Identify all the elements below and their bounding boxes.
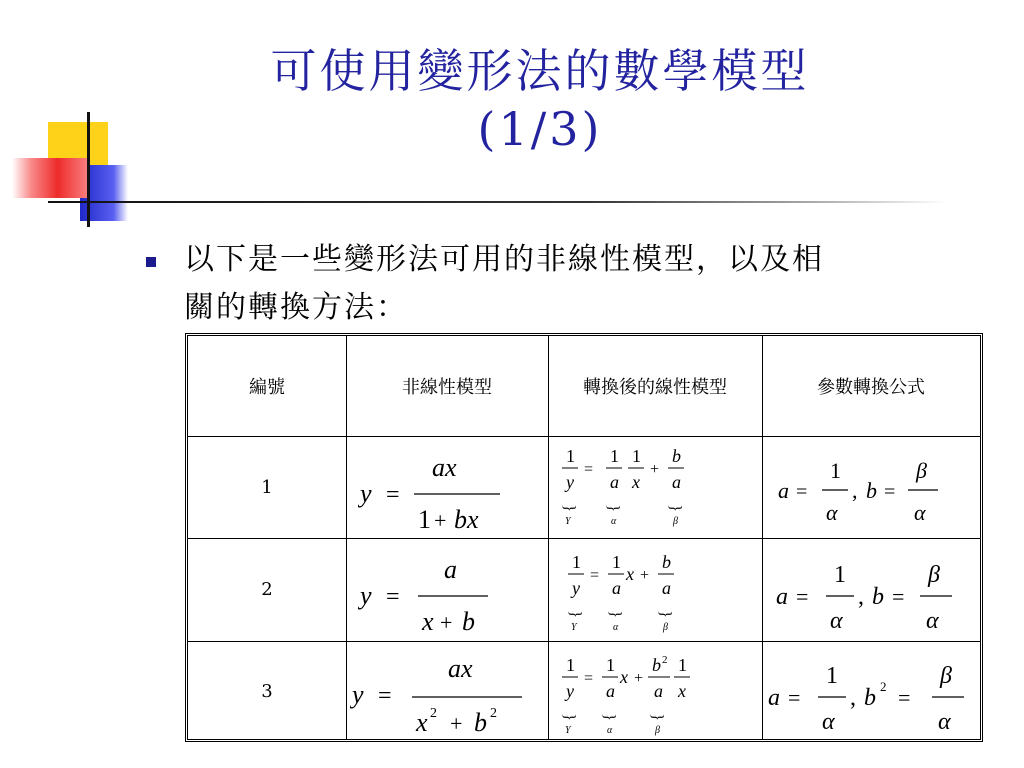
math-eq: = [386, 482, 400, 508]
math-a: a [778, 478, 789, 503]
math-one: 1 [678, 655, 687, 675]
math-b: b [864, 685, 876, 711]
math-eq: = [796, 481, 808, 503]
math-alpha: α [611, 516, 617, 527]
math-a: a [612, 578, 621, 598]
underbrace: { [607, 610, 624, 618]
math-eq: = [788, 685, 801, 710]
math-x: x [620, 667, 628, 687]
math-comma: , [852, 478, 858, 503]
math-one: 1 [834, 562, 846, 588]
math-plus: + [640, 567, 650, 584]
header-cell-params: 參數轉換公式 [817, 377, 925, 398]
row-2-linear-formula [548, 538, 762, 641]
row-3-linear-formula [548, 641, 762, 742]
header-cell-id: 編號 [249, 377, 285, 398]
math-exponent: 2 [880, 679, 887, 694]
header-cell-nonlinear: 非線性模型 [402, 377, 492, 398]
math-plus: + [634, 670, 644, 687]
math-b: b [866, 478, 877, 503]
header-cell-linear: 轉換後的線性模型 [583, 377, 727, 398]
underbrace: { [605, 504, 622, 512]
math-one: 1 [566, 655, 575, 675]
math-beta: β [940, 663, 952, 689]
slide-title [170, 42, 910, 158]
math-plus: + [440, 610, 453, 635]
underbrace: { [667, 504, 684, 512]
math-exponent: 2 [662, 654, 668, 666]
math-a: a [654, 681, 663, 701]
underbrace: { [561, 713, 578, 721]
math-y: y [566, 472, 574, 492]
math-alpha: α [826, 500, 838, 525]
math-one: 1 [610, 446, 619, 466]
math-a: a [662, 578, 671, 598]
row-2-param-formula [762, 538, 980, 641]
math-x: x [626, 564, 634, 584]
math-b: b [672, 446, 681, 466]
math-bx: bx [454, 505, 479, 534]
underbrace: { [561, 504, 578, 512]
row-1-param-formula [762, 436, 980, 538]
math-plus: + [434, 508, 447, 533]
row-1-linear-formula [548, 436, 762, 538]
underbrace: { [657, 610, 674, 618]
math-eq: = [590, 567, 600, 584]
math-beta: β [663, 622, 668, 633]
math-x: x [416, 708, 428, 737]
math-alpha: α [926, 608, 939, 634]
bullet-line-1: 以下是一些變形法可用的非線性模型，以及相 [184, 242, 824, 277]
math-a: a [672, 472, 681, 492]
title-line-2: (1/3) [477, 102, 603, 156]
title-underline [48, 201, 948, 203]
math-b: b [474, 708, 487, 737]
math-alpha: α [830, 608, 843, 634]
math-b: b [662, 552, 671, 572]
math-beta: β [928, 562, 940, 588]
math-x: x [678, 681, 686, 701]
row-2-number: 2 [261, 579, 273, 600]
math-one: 1 [826, 663, 838, 689]
math-alpha: α [914, 500, 926, 525]
math-eq: = [892, 584, 905, 609]
math-y: y [360, 581, 372, 610]
math-exponent: 2 [490, 706, 497, 721]
row-3-param-formula [762, 641, 980, 742]
math-alpha: α [607, 725, 613, 736]
math-numerator: ax [448, 654, 473, 683]
row-1-number: 1 [261, 476, 273, 498]
math-one: 1 [418, 505, 431, 534]
bullet-square-icon [146, 257, 156, 267]
math-y: y [566, 681, 574, 701]
row-2-nonlinear-formula [346, 538, 548, 641]
model-table [185, 333, 983, 742]
math-a: a [776, 584, 788, 610]
math-Y: Y [565, 725, 571, 736]
underbrace: { [601, 713, 618, 721]
math-beta: β [916, 458, 927, 483]
math-eq: = [584, 670, 594, 687]
math-y: y [352, 680, 364, 709]
math-alpha: α [613, 622, 619, 633]
math-eq: = [386, 584, 400, 610]
row-3-number: 3 [261, 681, 273, 702]
math-y: y [572, 578, 580, 598]
underbrace: { [649, 713, 666, 721]
decor-red-bar [12, 158, 88, 198]
math-one: 1 [566, 446, 575, 466]
row-3-nonlinear-formula [346, 641, 548, 742]
math-b: b [462, 607, 475, 636]
math-Y: Y [565, 516, 571, 527]
math-comma: , [858, 584, 864, 610]
math-one: 1 [830, 458, 841, 483]
math-plus: + [650, 461, 660, 478]
math-beta: β [655, 725, 660, 736]
math-exponent: 2 [430, 706, 437, 721]
math-Y: Y [571, 622, 577, 633]
math-x: x [422, 607, 434, 636]
bullet-line-2: 關的轉換方法： [184, 290, 408, 325]
math-one: 1 [632, 446, 641, 466]
bullet-text [184, 236, 984, 332]
math-beta: β [673, 516, 678, 527]
title-line-1: 可使用變形法的數學模型 [270, 44, 810, 98]
math-eq: = [796, 584, 809, 609]
math-b: b [872, 584, 884, 610]
math-one: 1 [606, 655, 615, 675]
math-numerator: ax [432, 453, 457, 482]
math-alpha: α [822, 709, 835, 735]
math-a: a [610, 472, 619, 492]
math-eq: = [884, 481, 896, 503]
math-one: 1 [572, 552, 581, 572]
math-y: y [360, 479, 372, 508]
math-one: 1 [612, 552, 621, 572]
math-alpha: α [938, 709, 951, 735]
math-comma: , [850, 685, 856, 711]
math-b: b [652, 655, 661, 675]
math-x: x [632, 472, 640, 492]
underbrace: { [567, 610, 584, 618]
math-eq: = [584, 461, 594, 478]
math-plus: + [450, 711, 463, 736]
math-eq: = [378, 683, 392, 709]
decor-vertical-line [87, 112, 90, 227]
math-a: a [444, 555, 457, 584]
row-1-nonlinear-formula [346, 436, 548, 538]
math-a: a [606, 681, 615, 701]
math-eq: = [898, 685, 911, 710]
math-a: a [768, 685, 780, 711]
